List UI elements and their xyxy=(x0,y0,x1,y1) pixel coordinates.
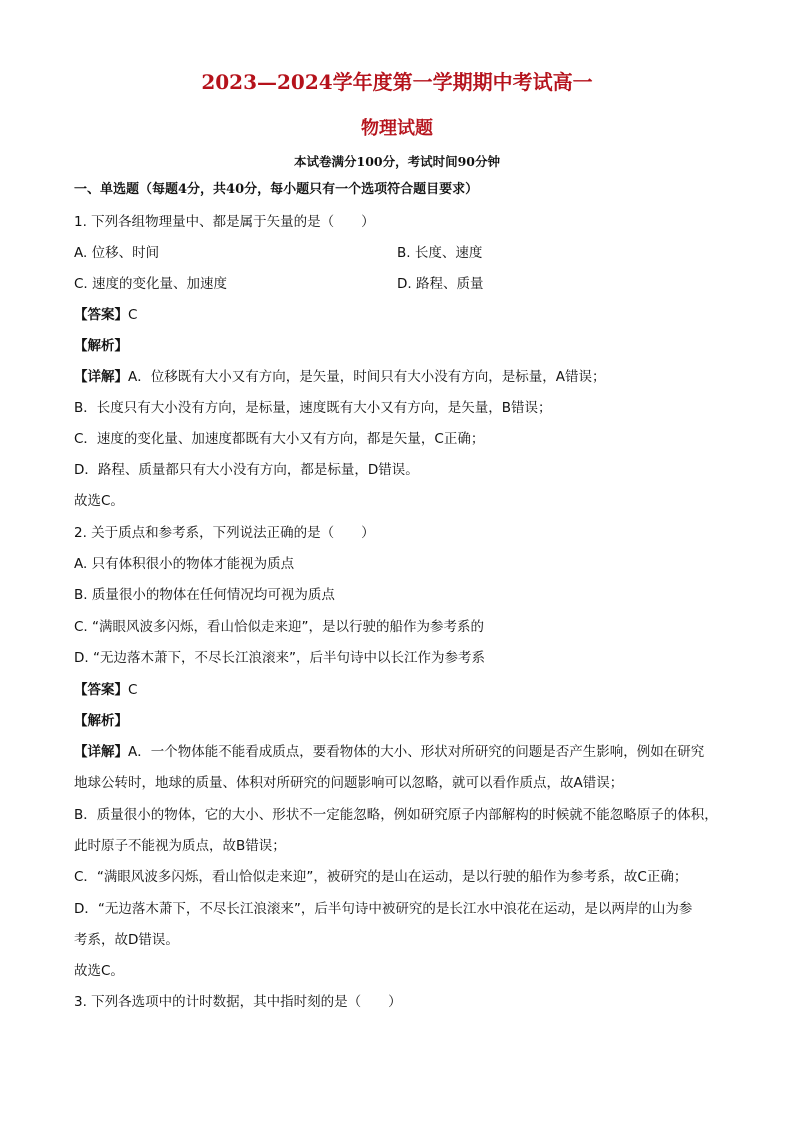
question-1-stem: 1. 下列各组物理量中、都是属于矢量的是（ ） xyxy=(74,214,375,230)
q1-detail-d: D．路程、质量都只有大小没有方向，都是标量，D错误。 xyxy=(74,462,419,478)
q2-detail-a xyxy=(74,743,704,761)
detail-text: A．一个物体能不能看成质点，要看物体的大小、形状对所研究的问题是否产生影响，例如在研究 xyxy=(128,744,705,760)
q2-option-c: C. “满眼风波多闪烁，看山恰似走来迎”，是以行驶的船作为参考系的 xyxy=(74,619,484,635)
q2-detail-b-cont: 此时原子不能视为质点，故B错误； xyxy=(74,838,286,854)
q2-detail-d: D．“无边落木萧下，不尽长江浪滚来”，后半句诗中被研究的是长江水中浪花在运动，是以两岸的山为参 xyxy=(74,901,693,917)
q1-option-b: B. 长度、速度 xyxy=(397,245,483,261)
q1-analysis-tag: 【解析】 xyxy=(74,338,128,354)
exam-title: 2023—2024学年度第一学期期中考试高一 xyxy=(201,70,593,94)
q1-detail-a xyxy=(74,368,605,386)
question-3-stem: 3. 下列各选项中的计时数据，其中指时刻的是（ ） xyxy=(74,994,402,1010)
q2-detail-c: C．“满眼风波多闪烁，看山恰似走来迎”，被研究的是山在运动，是以行驶的船作为参考系，故C正确； xyxy=(74,869,688,885)
subject-title: 物理试题 xyxy=(361,118,433,139)
detail-tag: 【详解】 xyxy=(74,744,128,760)
q2-option-a: A. 只有体积很小的物体才能视为质点 xyxy=(74,556,295,572)
q2-analysis-tag: 【解析】 xyxy=(74,713,128,729)
answer-tag: 【答案】 xyxy=(74,307,128,323)
answer-tag: 【答案】 xyxy=(74,682,128,698)
q1-answer xyxy=(74,306,137,324)
detail-tag: 【详解】 xyxy=(74,369,128,385)
q1-detail-b: B．长度只有大小没有方向，是标量，速度既有大小又有方向，是矢量，B错误； xyxy=(74,400,552,416)
q1-detail-c: C．速度的变化量、加速度都既有大小又有方向，都是矢量，C正确； xyxy=(74,431,485,447)
question-2-stem: 2. 关于质点和参考系，下列说法正确的是（ ） xyxy=(74,525,375,541)
q1-conclusion: 故选C。 xyxy=(74,493,124,509)
q2-answer xyxy=(74,681,137,699)
q1-option-c: C. 速度的变化量、加速度 xyxy=(74,276,228,292)
q2-detail-d-cont: 考系，故D错误。 xyxy=(74,932,179,948)
q1-option-a: A. 位移、时间 xyxy=(74,245,160,261)
detail-text: A．位移既有大小又有方向，是矢量，时间只有大小没有方向，是标量，A错误； xyxy=(128,369,606,385)
q2-option-d: D. “无边落木萧下，不尽长江浪滚来”，后半句诗中以长江作为参考系 xyxy=(74,650,485,666)
section-heading: 一、单选题（每题4分，共40分，每小题只有一个选项符合题目要求） xyxy=(74,182,479,197)
exam-note: 本试卷满分100分，考试时间90分钟 xyxy=(294,154,500,169)
answer-value: C xyxy=(128,307,138,323)
q2-option-b: B. 质量很小的物体在任何情况均可视为质点 xyxy=(74,587,335,603)
q2-conclusion: 故选C。 xyxy=(74,963,124,979)
answer-value: C xyxy=(128,682,138,698)
q2-detail-b: B．质量很小的物体，它的大小、形状不一定能忽略，例如研究原子内部解构的时候就不能忽略原子的体积， xyxy=(74,807,718,823)
q2-detail-a-cont: 地球公转时，地球的质量、体积对所研究的问题影响可以忽略，就可以看作质点，故A错误； xyxy=(74,775,624,791)
q1-option-d: D. 路程、质量 xyxy=(397,276,484,292)
